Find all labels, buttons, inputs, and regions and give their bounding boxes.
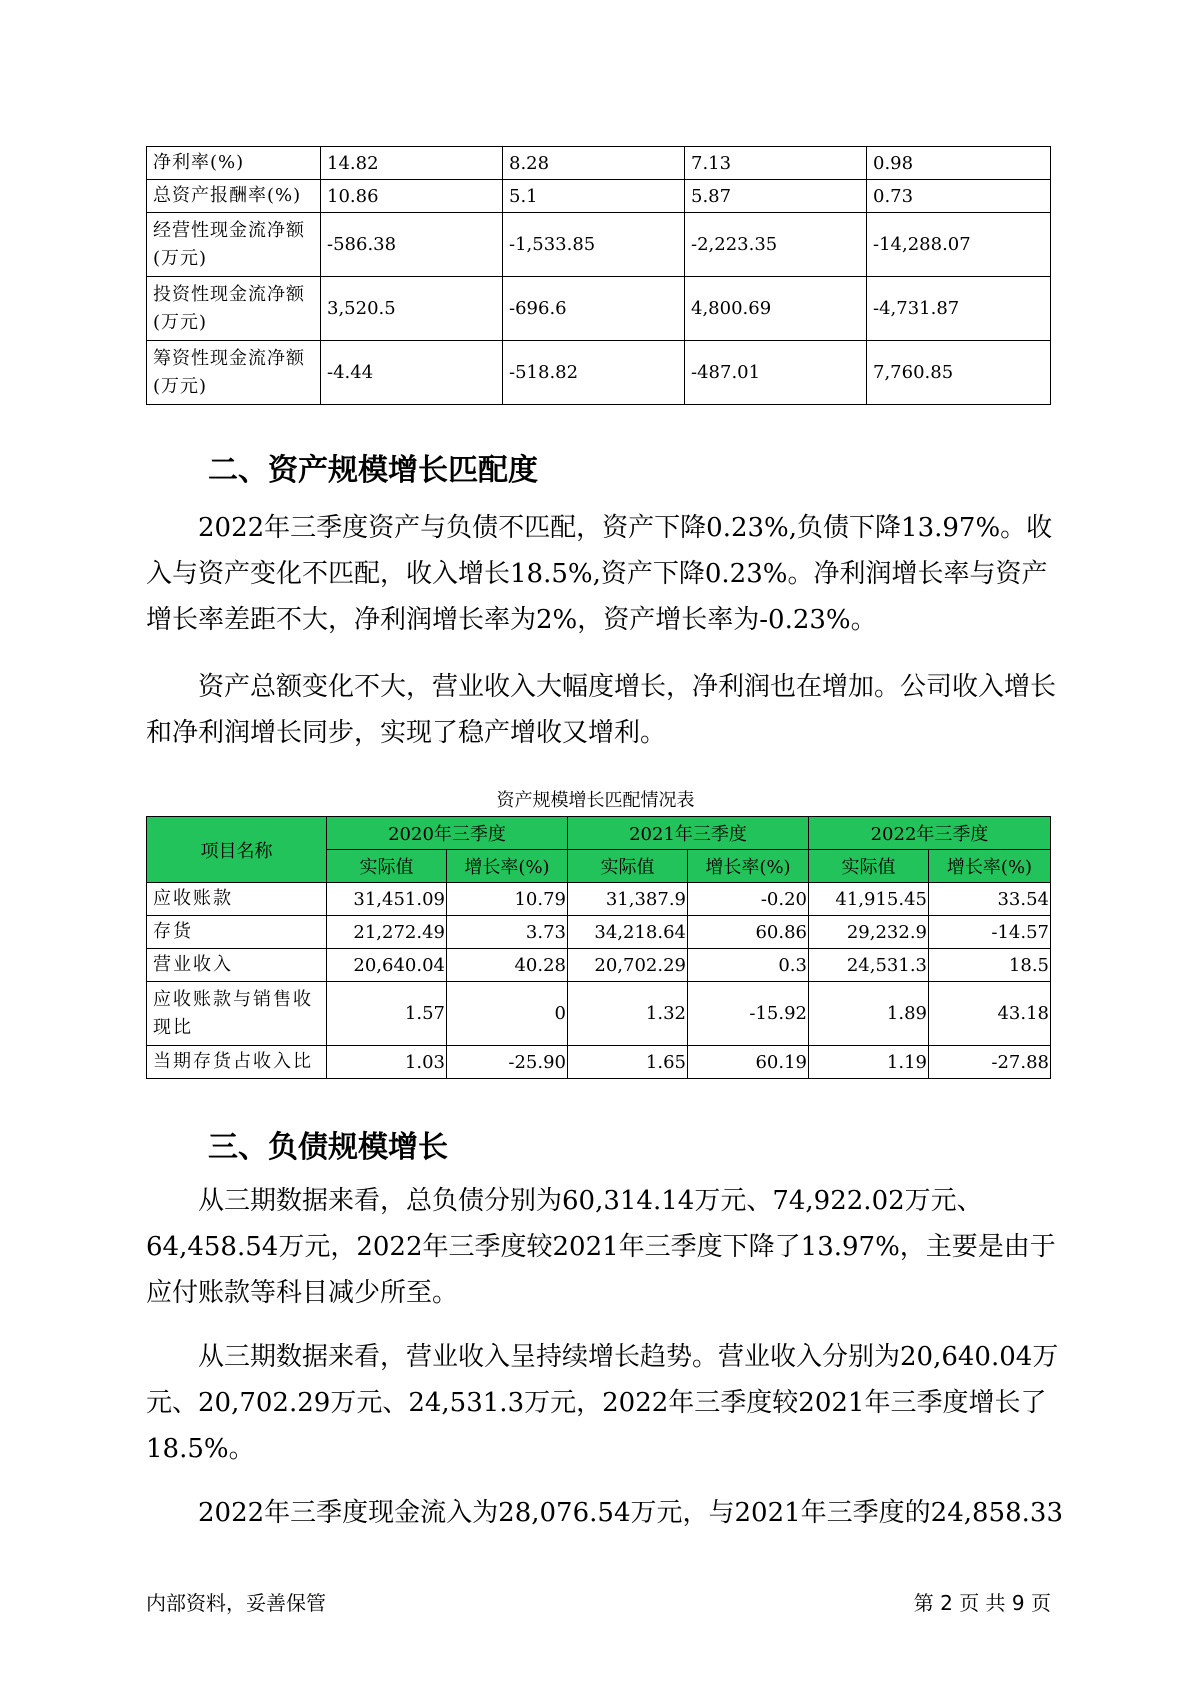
table-cell: 33.54 bbox=[929, 883, 1051, 916]
table-cell: 5.1 bbox=[503, 180, 685, 213]
table-cell: 20,702.29 bbox=[568, 949, 688, 982]
table-cell: -0.20 bbox=[688, 883, 809, 916]
table-cell: 20,640.04 bbox=[327, 949, 447, 982]
table-cell: 31,387.9 bbox=[568, 883, 688, 916]
table-cell: 1.89 bbox=[809, 982, 929, 1046]
table-cell: 60.19 bbox=[688, 1046, 809, 1079]
table-row bbox=[147, 982, 1051, 1046]
table-row bbox=[147, 883, 1051, 916]
item-name-header: 项目名称 bbox=[147, 817, 327, 883]
table-cell: 0.98 bbox=[867, 147, 1051, 180]
paragraph: 资产总额变化不大，营业收入大幅度增长，净利润也在增加。公司收入增长和净利润增长同步，实现了稳产增收又增利。 bbox=[146, 672, 1057, 748]
table-cell: -696.6 bbox=[503, 277, 685, 341]
row-label: 净利率(%) bbox=[147, 147, 321, 180]
table-row bbox=[147, 180, 1051, 213]
table-cell: 31,451.09 bbox=[327, 883, 447, 916]
table-cell: -15.92 bbox=[688, 982, 809, 1046]
row-label: 总资产报酬率(%) bbox=[147, 180, 321, 213]
table-cell: -14.57 bbox=[929, 916, 1051, 949]
footer-confidential-note: 内部资料，妥善保管 bbox=[146, 1591, 326, 1615]
table-cell: 10.86 bbox=[321, 180, 503, 213]
table-cell: 7,760.85 bbox=[867, 341, 1051, 405]
table-cell: -4,731.87 bbox=[867, 277, 1051, 341]
table-cell: -4.44 bbox=[321, 341, 503, 405]
table-cell: -1,533.85 bbox=[503, 213, 685, 277]
table-cell: 1.32 bbox=[568, 982, 688, 1046]
row-label: 存货 bbox=[147, 916, 327, 949]
table-cell: 5.87 bbox=[685, 180, 867, 213]
table-row bbox=[147, 213, 1051, 277]
row-label: 投资性现金流净额(万元) bbox=[147, 277, 321, 341]
table-cell: 41,915.45 bbox=[809, 883, 929, 916]
asset-matching-table bbox=[146, 816, 1051, 1079]
table-cell: 24,531.3 bbox=[809, 949, 929, 982]
metrics-table bbox=[146, 146, 1051, 405]
section-heading: 二、资产规模增长匹配度 bbox=[208, 453, 538, 488]
table-cell: 10.79 bbox=[447, 883, 568, 916]
table-row bbox=[147, 277, 1051, 341]
row-label: 经营性现金流净额(万元) bbox=[147, 213, 321, 277]
row-label: 应收账款 bbox=[147, 883, 327, 916]
paragraph: 2022年三季度现金流入为28,076.54万元，与2021年三季度的24,858.33 bbox=[198, 1498, 1063, 1528]
table-cell: 3,520.5 bbox=[321, 277, 503, 341]
table-cell: 3.73 bbox=[447, 916, 568, 949]
period-header: 2020年三季度 bbox=[327, 817, 568, 850]
table-cell: 21,272.49 bbox=[327, 916, 447, 949]
table-cell: 1.65 bbox=[568, 1046, 688, 1079]
table-row bbox=[147, 147, 1051, 180]
table-cell: 0.3 bbox=[688, 949, 809, 982]
row-label: 当期存货占收入比 bbox=[147, 1046, 327, 1079]
table-cell: -586.38 bbox=[321, 213, 503, 277]
table-cell: 43.18 bbox=[929, 982, 1051, 1046]
table-cell: -487.01 bbox=[685, 341, 867, 405]
table-cell: 4,800.69 bbox=[685, 277, 867, 341]
table-cell: -25.90 bbox=[447, 1046, 568, 1079]
actual-value-header: 实际值 bbox=[327, 850, 447, 883]
table-cell: -518.82 bbox=[503, 341, 685, 405]
row-label: 应收账款与销售收现比 bbox=[147, 982, 327, 1046]
paragraph: 从三期数据来看，总负债分别为60,314.14万元、74,922.02万元、64,458.54万元，2022年三季度较2021年三季度下降了13.97%，主要是由于应付账款等科目减少所至。 bbox=[146, 1186, 1056, 1308]
table-cell: 0 bbox=[447, 982, 568, 1046]
period-header: 2021年三季度 bbox=[568, 817, 809, 850]
table-row bbox=[147, 916, 1051, 949]
table-row bbox=[147, 949, 1051, 982]
table-row bbox=[147, 1046, 1051, 1079]
table-cell: 0.73 bbox=[867, 180, 1051, 213]
table-cell: 1.19 bbox=[809, 1046, 929, 1079]
footer-page-number: 第 2 页 共 9 页 bbox=[913, 1591, 1051, 1615]
table-cell: -2,223.35 bbox=[685, 213, 867, 277]
table-cell: 14.82 bbox=[321, 147, 503, 180]
section-heading: 三、负债规模增长 bbox=[208, 1130, 448, 1165]
growth-rate-header: 增长率(%) bbox=[929, 850, 1051, 883]
table-row bbox=[147, 341, 1051, 405]
table-cell: 8.28 bbox=[503, 147, 685, 180]
row-label: 营业收入 bbox=[147, 949, 327, 982]
table-cell: 18.5 bbox=[929, 949, 1051, 982]
table-caption: 资产规模增长匹配情况表 bbox=[496, 790, 695, 811]
table-cell: 40.28 bbox=[447, 949, 568, 982]
growth-rate-header: 增长率(%) bbox=[688, 850, 809, 883]
growth-rate-header: 增长率(%) bbox=[447, 850, 568, 883]
table-cell: 29,232.9 bbox=[809, 916, 929, 949]
period-header: 2022年三季度 bbox=[809, 817, 1051, 850]
actual-value-header: 实际值 bbox=[568, 850, 688, 883]
actual-value-header: 实际值 bbox=[809, 850, 929, 883]
table-cell: 1.57 bbox=[327, 982, 447, 1046]
table-cell: -27.88 bbox=[929, 1046, 1051, 1079]
paragraph: 2022年三季度资产与负债不匹配，资产下降0.23%,负债下降13.97%。收入与资产变化不匹配，收入增长18.5%,资产下降0.23%。净利润增长率与资产增长率差距不大，净利润增长率为2%，资产增长率为-0.23%。 bbox=[146, 513, 1053, 635]
table-cell: 7.13 bbox=[685, 147, 867, 180]
table-cell: 60.86 bbox=[688, 916, 809, 949]
table-cell: 1.03 bbox=[327, 1046, 447, 1079]
table-cell: 34,218.64 bbox=[568, 916, 688, 949]
paragraph: 从三期数据来看，营业收入呈持续增长趋势。营业收入分别为20,640.04万元、20,702.29万元、24,531.3万元，2022年三季度较2021年三季度增长了18.5%。 bbox=[146, 1342, 1059, 1464]
table-cell: -14,288.07 bbox=[867, 213, 1051, 277]
row-label: 筹资性现金流净额(万元) bbox=[147, 341, 321, 405]
